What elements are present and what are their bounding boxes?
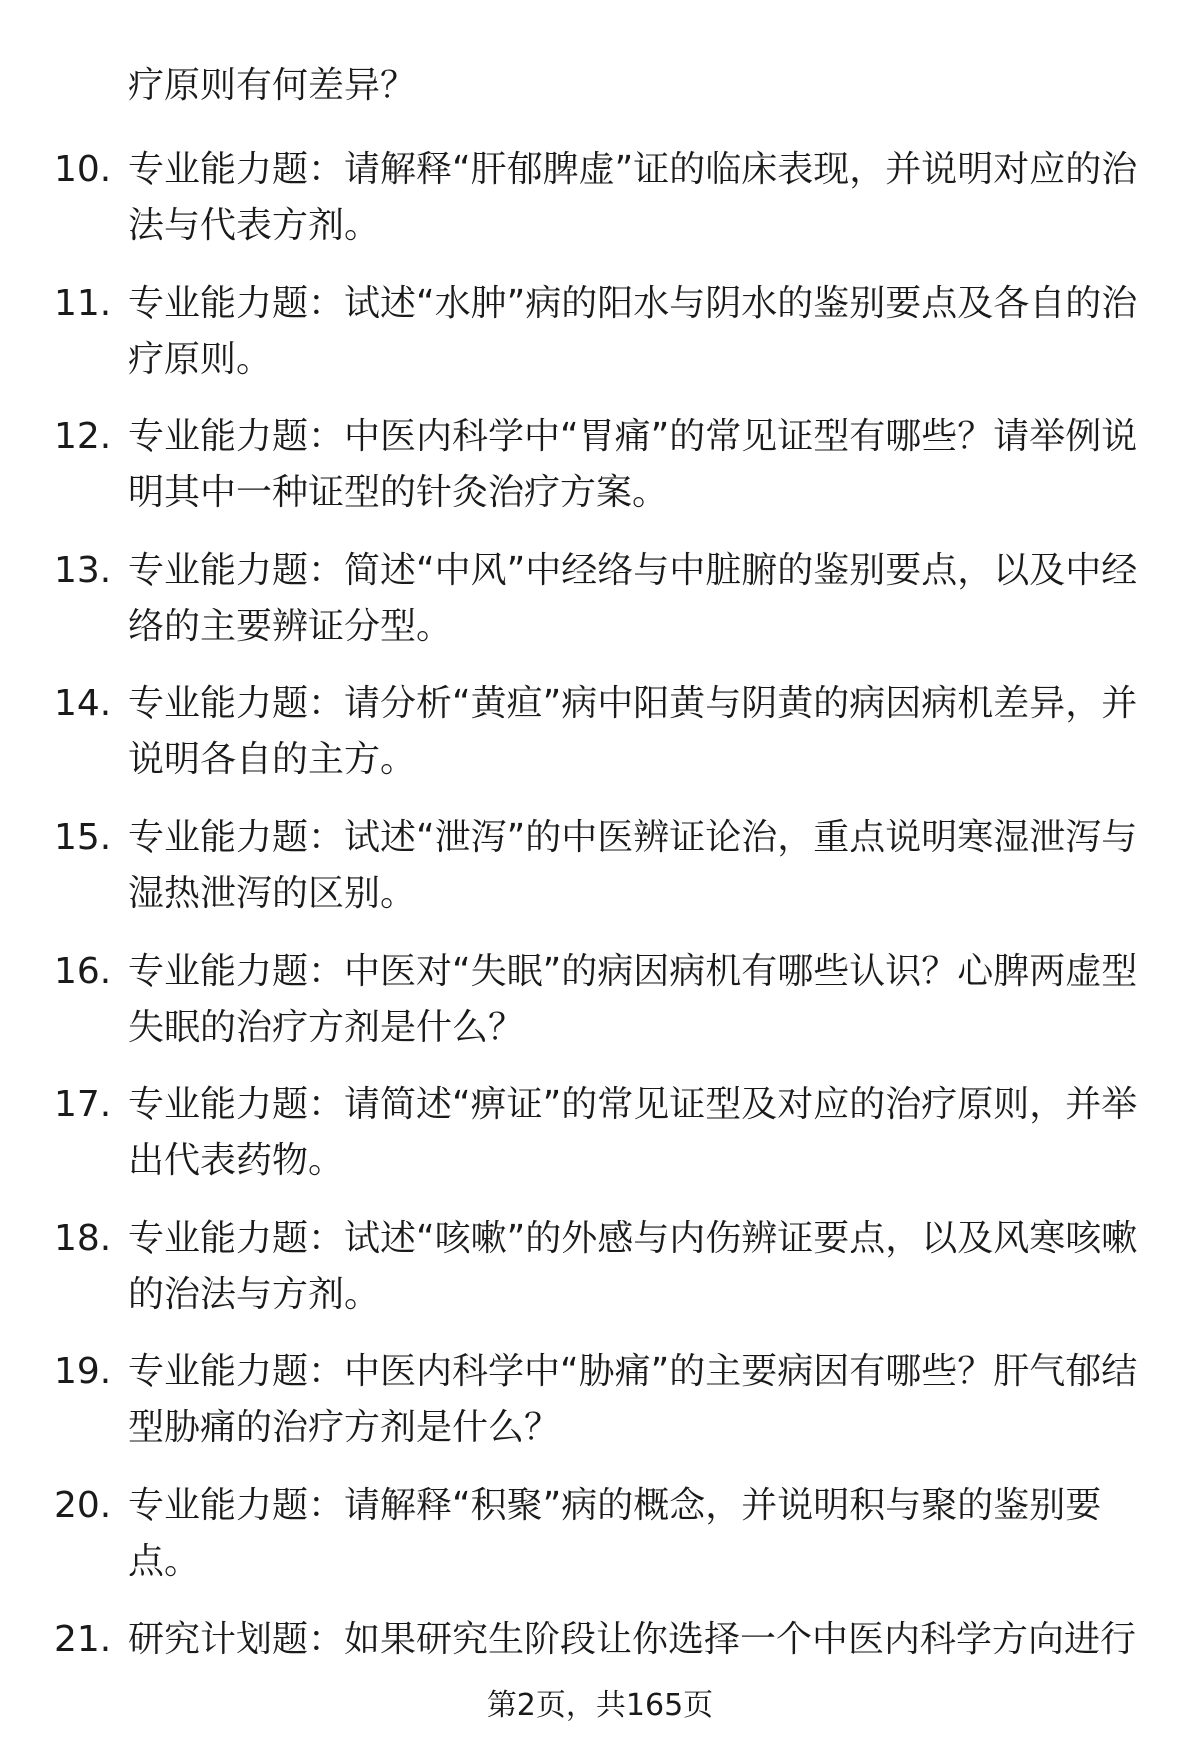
question-item (0, 810, 1200, 922)
question-number: 12. (54, 416, 112, 458)
question-number: 11. (54, 282, 112, 324)
question-item (0, 276, 1200, 388)
question-text: 专业能力题：请解释“肝郁脾虚”证的临床表现，并说明对应的治法与代表方剂。 (128, 149, 1138, 246)
question-list (0, 142, 1200, 1689)
question-item (0, 1344, 1200, 1456)
question-text: 专业能力题：中医对“失眠”的病因病机有哪些认识？心脾两虚型失眠的治疗方剂是什么？ (128, 950, 1138, 1048)
question-text: 专业能力题：简述“中风”中经络与中脏腑的鉴别要点，以及中经络的主要辨证分型。 (128, 549, 1138, 647)
question-text: 专业能力题：试述“咳嗽”的外感与内伤辨证要点，以及风寒咳嗽的治法与方剂。 (128, 1217, 1138, 1315)
question-number: 21. (54, 1618, 112, 1660)
question-text: 专业能力题：请分析“黄疸”病中阳黄与阴黄的病因病机差异，并说明各自的主方。 (128, 683, 1138, 781)
question-text: 专业能力题：请解释“积聚”病的概念，并说明积与聚的鉴别要点。 (128, 1484, 1102, 1582)
question-text: 专业能力题：试述“水肿”病的阳水与阴水的鉴别要点及各自的治疗原则。 (128, 282, 1138, 380)
question-number: 18. (54, 1217, 112, 1259)
question-number: 17. (54, 1084, 112, 1126)
question-text: 研究计划题：如果研究生阶段让你选择一个中医内科学方向进行 (128, 1618, 1137, 1660)
question-item (0, 1211, 1200, 1323)
question-number: 15. (54, 816, 112, 858)
question-item (0, 1612, 1200, 1668)
question-text: 专业能力题：试述“泄泻”的中医辨证论治，重点说明寒湿泄泻与湿热泄泻的区别。 (128, 816, 1138, 914)
question-item (0, 142, 1200, 254)
question-item (0, 676, 1200, 788)
question-number: 16. (54, 950, 112, 992)
question-item (0, 1478, 1200, 1590)
question-number: 19. (54, 1351, 112, 1393)
question-number: 14. (54, 683, 112, 725)
question-number: 13. (54, 549, 112, 591)
page-number-footer: 第2页，共165页 (486, 1688, 714, 1723)
question-text: 专业能力题：中医内科学中“胁痛”的主要病因有哪些？肝气郁结型胁痛的治疗方剂是什么？ (128, 1351, 1138, 1449)
question-item (0, 543, 1200, 655)
question-number: 20. (54, 1484, 112, 1526)
continued-question-fragment: 疗原则有何差异？ (128, 65, 417, 106)
question-item (0, 944, 1200, 1056)
question-text: 专业能力题：请简述“痹证”的常见证型及对应的治疗原则，并举出代表药物。 (128, 1084, 1138, 1182)
question-item (0, 1077, 1200, 1189)
question-item (0, 409, 1200, 521)
question-number: 10. (54, 149, 112, 190)
question-text: 专业能力题：中医内科学中“胃痛”的常见证型有哪些？请举例说明其中一种证型的针灸治疗方案。 (128, 416, 1138, 514)
